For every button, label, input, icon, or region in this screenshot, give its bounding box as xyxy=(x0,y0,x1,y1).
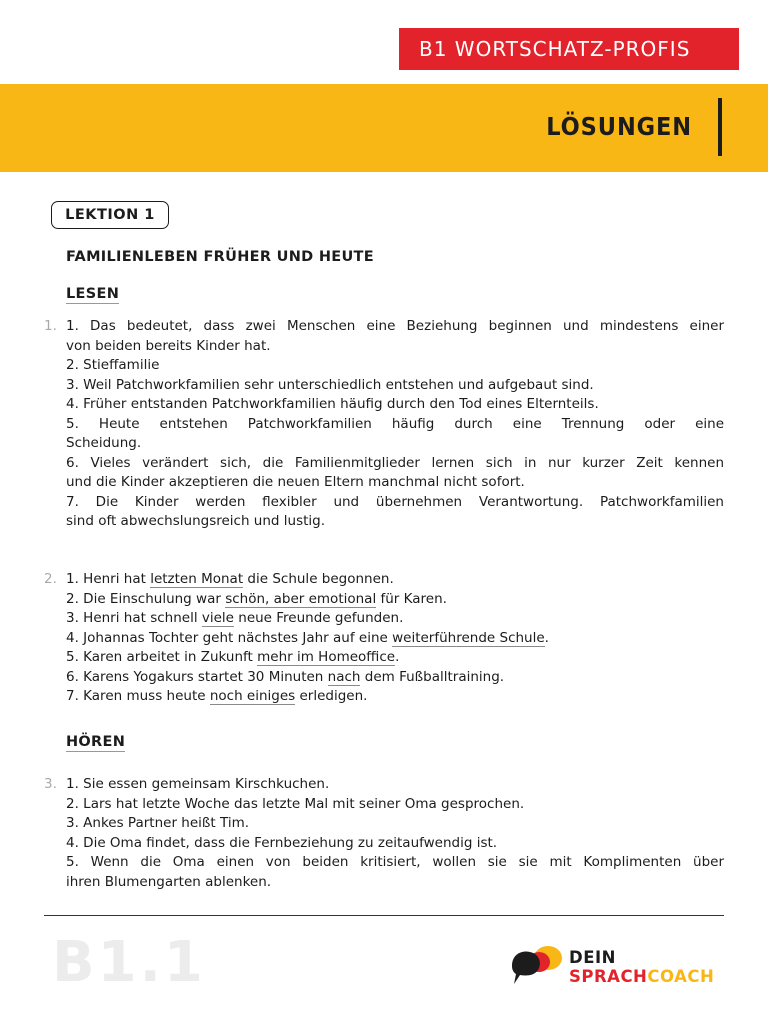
title-divider xyxy=(718,98,722,156)
answer-2-3: 3. Henri hat schnell viele neue Freunde gefunden. xyxy=(66,610,404,626)
exercise-3-answers xyxy=(66,775,724,892)
underlined-answer: schön, aber emotional xyxy=(225,590,377,607)
answer-3-5b: ihren Blumengarten ablenken. xyxy=(66,873,272,890)
answer-1-7a: 7. Die Kinder werden flexibler und übernehmen Verantwortung. Patchworkfamilien xyxy=(66,493,724,510)
section-lesen: LESEN xyxy=(66,286,120,302)
answer-1-5a: 5. Heute entstehen Patchworkfamilien häufig durch eine Trennung oder eine xyxy=(66,415,724,432)
underlined-answer: nach xyxy=(327,668,361,685)
exercise-number-1: 1. xyxy=(44,318,57,334)
answer-1-6b: und die Kinder akzeptieren die neuen Eltern manchmal nicht sofort. xyxy=(66,474,525,490)
lesson-label: LEKTION 1 xyxy=(51,201,169,229)
answer-1-7b: sind oft abwechslungsreich und lustig. xyxy=(66,513,326,529)
section-hoeren: HÖREN xyxy=(66,734,126,750)
answer-2-1: 1. Henri hat letzten Monat die Schule begonnen. xyxy=(66,571,394,587)
answer-3-2: 2. Lars hat letzte Woche das letzte Mal mit seiner Oma gesprochen. xyxy=(66,795,525,812)
exercise-2-answers xyxy=(66,570,724,707)
answer-1-1b: von beiden bereits Kinder hat. xyxy=(66,337,271,354)
underlined-answer: mehr im Homeoffice xyxy=(257,649,396,665)
answer-1-2: 2. Stieffamilie xyxy=(66,357,160,373)
underlined-answer: noch einiges xyxy=(209,688,296,704)
answer-3-3: 3. Ankes Partner heißt Tim. xyxy=(66,815,250,831)
answer-2-4: 4. Johannas Tochter geht nächstes Jahr auf eine weiterführende Schule. xyxy=(66,629,549,646)
lesson-heading: FAMILIENLEBEN FRÜHER UND HEUTE xyxy=(66,249,374,265)
level-watermark: B1.1 xyxy=(52,930,206,995)
answer-2-5: 5. Karen arbeitet in Zukunft mehr im Homeoffice. xyxy=(66,649,400,665)
underlined-answer: letzten Monat xyxy=(150,571,244,587)
answer-2-7: 7. Karen muss heute noch einiges erledigen. xyxy=(66,688,368,704)
answer-1-4: 4. Früher entstanden Patchworkfamilien häufig durch den Tod eines Elternteils. xyxy=(66,396,599,412)
answer-3-4: 4. Die Oma findet, dass die Fernbeziehung zu zeitaufwendig ist. xyxy=(66,834,498,851)
underlined-answer: viele xyxy=(201,610,234,626)
footer-divider xyxy=(44,915,724,916)
series-badge xyxy=(399,28,739,70)
answer-1-6a: 6. Vieles verändert sich, die Familienmitglieder lernen sich in nur kurzer Zeit kennen xyxy=(66,454,724,471)
series-badge-text: B1 WORTSCHATZ-PROFIS xyxy=(419,37,691,61)
answer-3-5a: 5. Wenn die Oma einen von beiden kritisiert, wollen sie sie mit Komplimenten über xyxy=(66,854,724,870)
answer-1-5b: Scheidung. xyxy=(66,435,142,451)
answer-3-1: 1. Sie essen gemeinsam Kirschkuchen. xyxy=(66,776,330,792)
speech-bubble-logo-icon xyxy=(508,940,566,990)
logo-word-sprachcoach: SPRACHCOACH xyxy=(569,967,715,986)
answer-1-3: 3. Weil Patchworkfamilien sehr unterschiedlich entstehen und aufgebaut sind. xyxy=(66,376,594,393)
page-title: LÖSUNGEN xyxy=(546,112,692,141)
brand-logo-text xyxy=(569,948,714,986)
underlined-answer: weiterführende Schule xyxy=(392,629,545,646)
exercise-number-2: 2. xyxy=(44,571,57,587)
answer-1-1a: 1. Das bedeutet, dass zwei Menschen eine Beziehung beginnen und mindestens einer xyxy=(66,318,724,334)
answer-2-6: 6. Karens Yogakurs startet 30 Minuten nach dem Fußballtraining. xyxy=(66,668,505,685)
exercise-number-3: 3. xyxy=(44,776,57,792)
logo-word-dein: DEIN xyxy=(569,948,616,967)
exercise-1-answers xyxy=(66,317,724,532)
answer-2-2: 2. Die Einschulung war schön, aber emotional für Karen. xyxy=(66,590,447,607)
